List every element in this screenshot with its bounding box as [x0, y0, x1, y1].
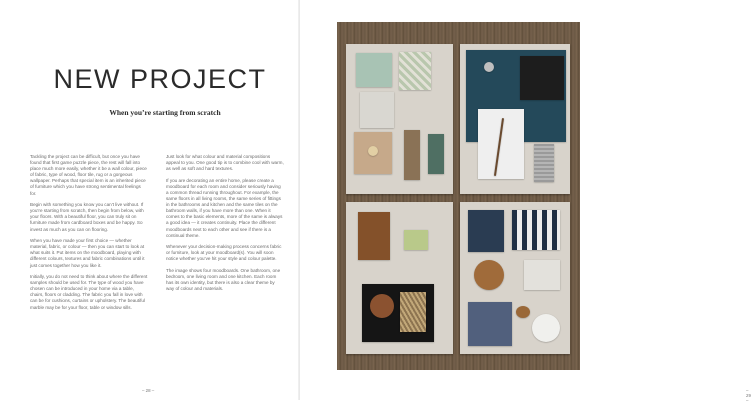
sample-white-marble [524, 260, 560, 290]
paragraph: Whenever your decision-making process concerns fabric or furniture, look at your moodboard(s). You will soon notice whether you’ve hit your style and colour palette. [166, 244, 282, 262]
page-subtitle: When you’re starting from scratch [109, 108, 221, 117]
sample-leather-coil [370, 294, 394, 318]
sample-silver-knob [484, 62, 494, 72]
moodboard-kitchen [460, 202, 570, 354]
sample-sage-paint [428, 134, 444, 174]
text-column-2 [166, 154, 284, 298]
moodboard-bedroom [460, 44, 570, 194]
sample-denim [468, 302, 512, 346]
page-title: NEW PROJECT [53, 64, 267, 94]
sample-wood-slice [368, 146, 378, 156]
sample-copper [358, 212, 390, 260]
sample-greenery [404, 230, 428, 250]
paragraph: Initially, you do not need to think about where the different samples should be used for. The type of wood you have chosen can be introduced in your home via a table, chairs, floors or cladding. The fabric you fall in love with can be for cushions, curtains or upholstery. The beautiful marble may be for your floor, table or window sills. [30, 274, 148, 310]
moodboard-living-room [346, 202, 453, 354]
sample-navy-card [468, 210, 504, 252]
paragraph: The image shows four moodboards. One bathroom, one bedroom, one living room and one kitchen. Each room has its own identity, but there is also a clear theme by way of colour and materials. [166, 268, 281, 292]
sample-bark [404, 130, 420, 180]
paragraph: Begin with something you know you can’t live without. If you’re starting from scratch, then begin from below, with your floors. With a beautiful floor, you can truly sit on furniture made from cardboard boxes and be happy. So invest as much as you can on flooring. [30, 202, 144, 232]
paragraph: Just look for what colour and material compositions appeal to you. One good tip is to combine cool with warm, as well as soft and hard textures. [166, 154, 284, 172]
sample-pale-stone [360, 92, 394, 128]
paragraph: Tackling the project can be difficult, but once you have found that first game puzzle piece, the rest will fall into place much more easily, whether it be a wall colour, piece of fabric, type of wood, floor tile, rug or a gorgeous wallpaper. Perhaps that special item is an inherited piece of furniture which you have strong sentimental feelings for. [30, 154, 147, 196]
sample-marble-disc [532, 314, 560, 342]
sample-rattan [400, 292, 426, 332]
sample-grey-weave [534, 144, 554, 182]
paragraph: If you are decorating an entire home, please create a moodboard for each room and consider seriously having a common thread running throughout. For example, the same floors in all living rooms, the same series of fittings in the bathrooms and kitchen and the same tiles on the bathroom walls, if you have more than one. When it comes to the basic elements, more of the same is always a good idea — it creates continuity. Place the different moodboards next to each other and see if there is a continual theme. [166, 177, 283, 238]
paragraph: When you have made your first choice — whether material, fabric, or colour — then you can start to look at what suits it. Put items on the moodboard, playing with different colours, textures and fabric combinations until it just comes together how you like it. [30, 238, 145, 268]
page-number-left: – 28 – [142, 388, 155, 393]
page-number-right: – 29 – [746, 388, 751, 403]
sample-wood-board [474, 260, 504, 290]
moodboard-photo [337, 22, 580, 370]
text-column-1 [30, 154, 148, 316]
sample-mint-tile [356, 53, 392, 87]
sample-nuts [516, 306, 530, 318]
sample-patterned-tile [399, 52, 431, 90]
sample-stripe-fabric [512, 210, 560, 250]
moodboard-bathroom [346, 44, 453, 194]
left-page [0, 0, 300, 400]
sample-black-velvet [520, 56, 564, 100]
